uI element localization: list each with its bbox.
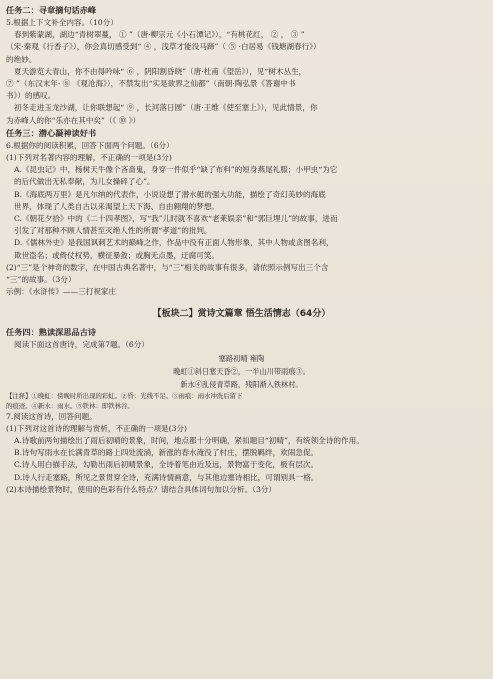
question-7: 7.阅读这首诗，回答问题。 bbox=[6, 411, 97, 421]
task2-title: 任务二：寻章摘句话赤峰 bbox=[6, 5, 97, 15]
q6-sub1: (1)下列对名著内容的理解，不正确的一项是(3分) bbox=[6, 153, 172, 163]
q5-line: 夏天游览大青山，你不由得吟咏“ ⑥ ，阴阳割昏晓”（唐·杜甫《望岳》），见“树木丛生， bbox=[14, 66, 307, 76]
q5-line: （宋·秦观《行香子》），你会真切感受到“ ④ ，浅草才能没马蹄”（ ⑤ ·白居易《钱塘湖春行》） bbox=[6, 42, 321, 52]
q5-line: ⑦ ”（东汉末年· ⑧ 《观沧海》），不禁发出“实是欲界之仙都”（南朝·陶弘景《答谢中书 bbox=[6, 79, 296, 89]
q6-option-c: 引发了对那种不顾人情甚至灭绝人性的所谓“孝道”的批判。 bbox=[14, 226, 212, 236]
q7-option-c: C.诗人用白描手法，勾勒出雨后初晴景象，全诗着笔由近及远，景物富于变化，极有层次。 bbox=[14, 460, 319, 470]
q6-sub2: “三”的故事。（3分） bbox=[6, 275, 76, 285]
poem-note: 的痕迹。④新水：雨水。⑤铁林：即铁林谷。 bbox=[6, 401, 134, 410]
task3-title: 任务三：潜心凝神读好书 bbox=[6, 127, 97, 138]
q6-option-a: 的后代做出无私奉献，为儿女操碎了心”。 bbox=[14, 177, 155, 187]
q5-line: 初冬走进玉龙沙湖，让你联想起“ ⑨ ，长河落日圆”（唐·王维《使至塞上》），见此情景，你 bbox=[14, 103, 318, 113]
q7-option-b: B.诗句写雨水在长满青草的路上四处流淌，新涨的春水淹没了村庄，摆脱羁绊，欢闹急促。 bbox=[14, 448, 319, 458]
q6-option-b: B.《海底两万里》是凡尔纳的代表作，小说设想了潜水艇的强大功能，描绘了奇幻美妙的海底 bbox=[14, 189, 326, 199]
q5-line: 为赤峰人的你“乐亦在其中矣”（《 ⑩ 》） bbox=[6, 115, 141, 125]
poem-note: 【注释】①晚虹：傍晚时所出现的彩虹。②昏：光线不足。③雨痕：雨水冲洗后留下 bbox=[6, 391, 243, 400]
q6-option-a: A.《昆虫记》中，杨树天牛像个吝啬鬼，身穿一件似乎“缺了布料”的短身燕尾礼服；小甲虫“为它 bbox=[14, 165, 338, 175]
section2-header: 【板块二】赏诗文篇章 悟生活情志（64分） bbox=[152, 309, 331, 320]
poem-title: 塞路初晴 雍陶 bbox=[218, 353, 265, 363]
q5-line: 春到紫蒙湖，湖边“青树翠蔓， ① ”（唐·柳宗元《小石潭记》），“有桃花红， ② ， ③ ” bbox=[14, 30, 305, 40]
poem-line: 新水④乱侵青草路，残阳渐入铁林村。 bbox=[180, 379, 303, 389]
question-5: 5.根据上下文补全内容。（10分） bbox=[6, 18, 118, 27]
q7-sub2: (2)本诗描绘景物时，使用的色彩有什么特点？请结合具体词句加以分析。（3分） bbox=[6, 484, 276, 494]
q6-option-d: D.《儒林外史》是我国讽刺艺术的巅峰之作，作品中没有正面人物形象，其中人物或贪图名利， bbox=[14, 238, 334, 248]
q6-example: 示例：《水浒传》——三打祝家庄 bbox=[6, 287, 117, 297]
q6-sub2: (2)“三”是个神奇的数字，在中国古典名著中，与“三”相关的故事有很多，请依照示例写出三个含 bbox=[6, 262, 329, 272]
question-6: 6.根据你的阅读积累，回答下面两个问题。（6分） bbox=[6, 140, 174, 150]
q5-line: 的绝妙。 bbox=[6, 54, 37, 64]
q7-option-d: D.诗人行走塞路，所见之景贯穿全诗，充满诗情画意，与其他边塞诗相比，可谓别具一格。 bbox=[14, 472, 319, 482]
task4-title: 任务四：熟读深思品古诗 bbox=[6, 327, 97, 338]
q6-option-c: C.《朝花夕拾》中的《二十四孝图》，写“我”儿时就不喜欢“老莱娱亲”和“郭巨埋儿”的故事，进而 bbox=[14, 214, 338, 224]
q7-sub1: (1)下列对这首诗的理解与赏析，不正确的一项是(3分) bbox=[6, 423, 187, 433]
task4-intro: 阅读下面这首唐诗，完成第7题。（6分） bbox=[14, 340, 149, 350]
q7-option-a: A.诗歌前两句描绘出了雨后初晴的景象，时间，地点都十分明确，紧扣题目“初晴”，有统领全诗的作用。 bbox=[14, 436, 364, 446]
q5-line: 书》）的感叹。 bbox=[6, 91, 56, 101]
q6-option-d: 欺世盗名；或倚仗权势，横征暴敛；或胸无点墨，迂腐可笑。 bbox=[14, 250, 220, 260]
poem-line: 晚虹①斜日塞天昏②，一半山川带雨痕③。 bbox=[173, 366, 310, 376]
q6-option-b: 世界，体现了人类自古以来渴望上天下海、自由翱翔的梦想。 bbox=[14, 201, 220, 211]
